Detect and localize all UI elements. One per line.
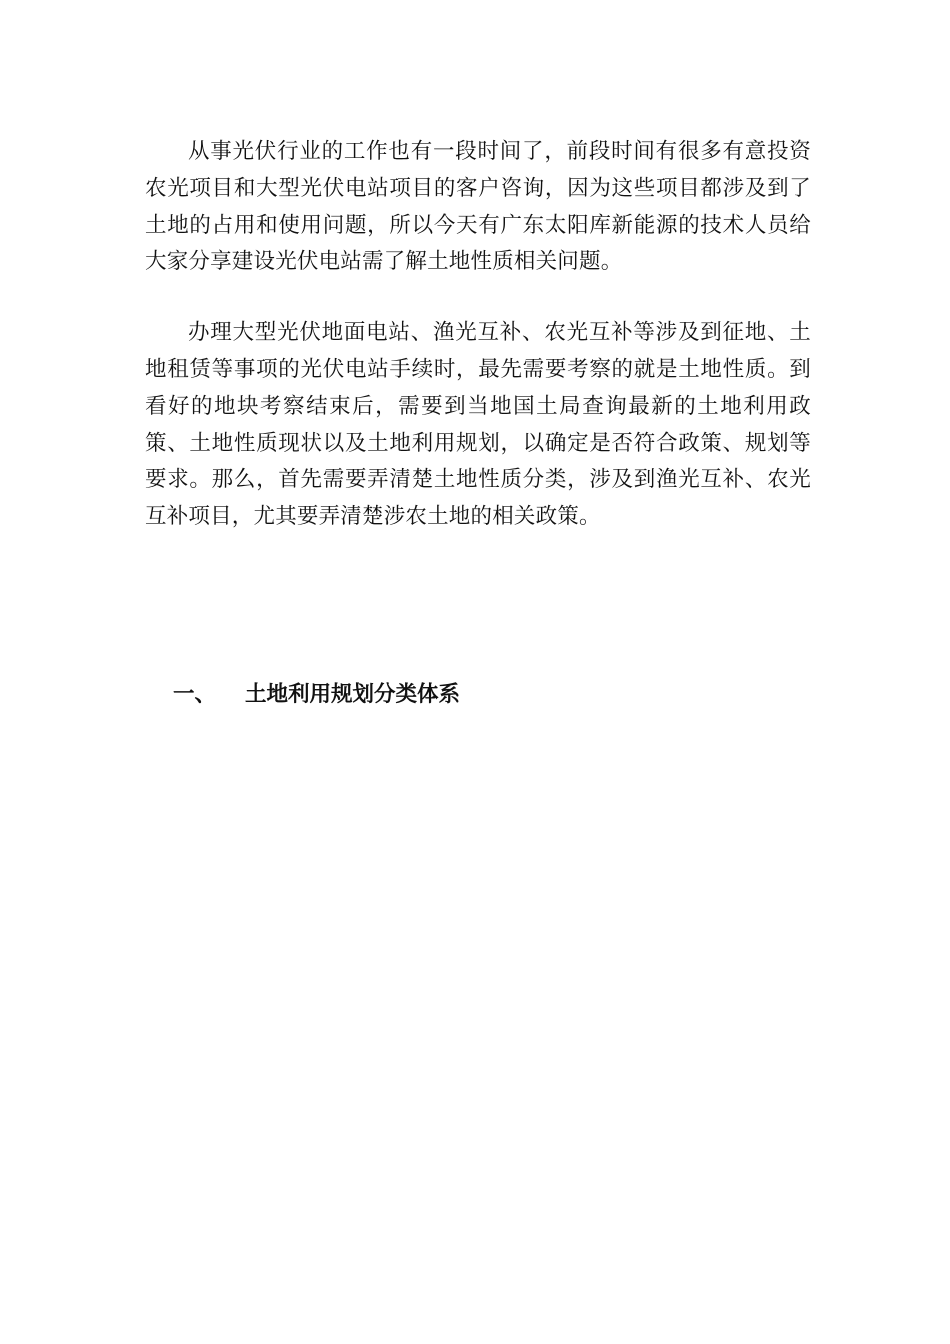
section-title: 土地利用规划分类体系 bbox=[245, 682, 461, 707]
paragraph-land-nature: 办理大型光伏地面电站、渔光互补、农光互补等涉及到征地、土地租赁等事项的光伏电站手续时，最先需要考察的就是土地性质。到看好的地块考察结束后，需要到当地国土局查询最新的土地利用政策、土地性质现状以及土地利用规划，以确定是否符合政策、规划等要求。那么，首先需要弄清楚土地性质分类，涉及到渔光互补、农光互补项目，尤其要弄清楚涉农土地的相关政策。 bbox=[145, 320, 811, 530]
document-body bbox=[145, 134, 811, 536]
section-number: 一、 bbox=[173, 682, 217, 707]
section-heading bbox=[173, 677, 460, 713]
paragraph-intro: 从事光伏行业的工作也有一段时间了，前段时间有很多有意投资农光项目和大型光伏电站项目的客户咨询，因为这些项目都涉及到了土地的占用和使用问题，所以今天有广东太阳库新能源的技术人员给大家分享建设光伏电站需了解土地性质相关问题。 bbox=[145, 139, 811, 275]
